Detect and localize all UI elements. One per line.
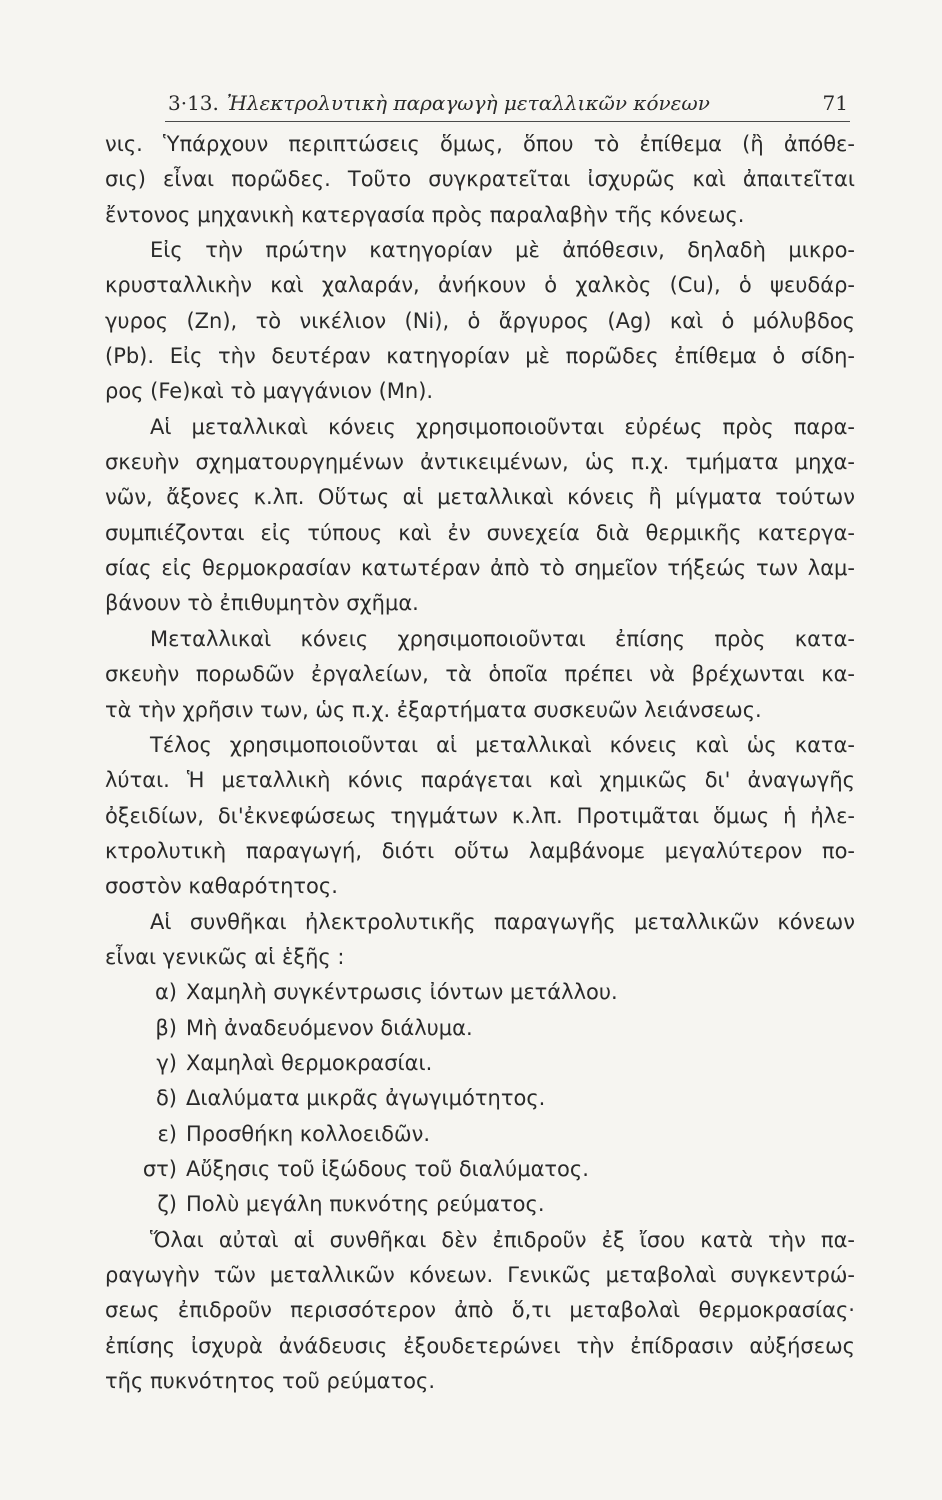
text-line: ὀξειδίων, δι'ἐκνεφώσεως τηγμάτων κ.λπ. Προτιμᾶται ὅμως ἡ ἠλε- bbox=[105, 803, 855, 828]
text-line: νῶν, ἄξονες κ.λπ. Οὕτως αἱ μεταλλικαὶ κόνεις ἢ μίγματα τούτων bbox=[105, 485, 855, 510]
paragraph bbox=[105, 410, 855, 622]
text-line: σεως ἐπιδροῦν περισσότερον ἀπὸ ὅ,τι μεταβολαὶ θερμοκρασίας· bbox=[105, 1298, 855, 1323]
text-line: Μεταλλικαὶ κόνεις χρησιμοποιοῦνται ἐπίσης πρὸς κατα- bbox=[150, 626, 855, 651]
list-item bbox=[105, 1046, 855, 1081]
text-line: Τέλος χρησιμοποιοῦνται αἱ μεταλλικαὶ κόνεις καὶ ὡς κατα- bbox=[150, 732, 855, 757]
list-item-label: στ) bbox=[142, 1156, 177, 1181]
text-line: τῆς πυκνότητος τοῦ ρεύματος. bbox=[105, 1369, 435, 1394]
list-item-text: Αὔξησις τοῦ ἰξώδους τοῦ διαλύματος. bbox=[186, 1156, 589, 1181]
text-line: τὰ τὴν χρῆσιν των, ὡς π.χ. ἐξαρτήματα συσκευῶν λειάνσεως. bbox=[105, 697, 762, 722]
text-line: σίας εἰς θερμοκρασίαν κατωτέραν ἀπὸ τὸ σημεῖον τήξεώς των λαμ- bbox=[105, 556, 855, 581]
list-item-text: Μὴ ἀναδευόμενον διάλυμα. bbox=[186, 1015, 473, 1040]
list-item-label: α) bbox=[154, 980, 177, 1005]
text-line: σκευὴν σχηματουργημένων ἀντικειμένων, ὡς π.χ. τμήματα μηχα- bbox=[105, 450, 855, 475]
list-item-text: Προσθήκη κολλοειδῶν. bbox=[186, 1121, 431, 1146]
text-line: κρυσταλλικὴν καὶ χαλαράν, ἀνήκουν ὁ χαλκὸς (Cu), ὁ ψευδάρ- bbox=[105, 273, 855, 298]
text-line: εἶναι γενικῶς αἱ ἑξῆς : bbox=[105, 944, 345, 969]
text-line: βάνουν τὸ ἐπιθυμητὸν σχῆμα. bbox=[105, 591, 419, 616]
list-item-text: Διαλύματα μικρᾶς ἀγωγιμότητος. bbox=[186, 1086, 546, 1111]
page-number: 71 bbox=[822, 91, 848, 115]
text-line: ἐπίσης ἰσχυρὰ ἀνάδευσις ἐξουδετερώνει τὴν ἐπίδρασιν αὐξήσεως bbox=[105, 1333, 855, 1358]
conditions-list bbox=[105, 975, 855, 1222]
paragraph bbox=[105, 905, 855, 976]
text-line: σκευὴν πορωδῶν ἐργαλείων, τὰ ὁποῖα πρέπει νὰ βρέχωνται κα- bbox=[105, 662, 855, 687]
list-item-label: β) bbox=[155, 1015, 177, 1040]
list-item-label: ζ) bbox=[157, 1192, 177, 1217]
paragraph bbox=[105, 728, 855, 905]
list-item bbox=[105, 1152, 855, 1187]
list-item-text: Χαμηλαὶ θερμοκρασίαι. bbox=[186, 1050, 433, 1075]
list-item bbox=[105, 1117, 855, 1152]
paragraph bbox=[105, 233, 855, 410]
text-line: σοστὸν καθαρότητος. bbox=[105, 874, 338, 899]
list-item bbox=[105, 1187, 855, 1222]
text-body bbox=[105, 127, 855, 1399]
list-item bbox=[105, 1081, 855, 1116]
list-item-text: Χαμηλὴ συγκέντρωσις ἰόντων μετάλλου. bbox=[186, 980, 618, 1005]
list-item-label: γ) bbox=[156, 1050, 177, 1075]
text-line: ἔντονος μηχανικὴ κατεργασία πρὸς παραλαβὴν τῆς κόνεως. bbox=[105, 202, 745, 227]
running-head-title: Ἠλεκτρολυτικὴ παραγωγὴ μεταλλικῶν κόνεων bbox=[226, 91, 710, 115]
list-item bbox=[105, 975, 855, 1010]
text-line: (Pb). Εἰς τὴν δευτέραν κατηγορίαν μὲ πορῶδες ἐπίθεμα ὁ σίδη- bbox=[105, 344, 855, 369]
running-head bbox=[168, 88, 850, 118]
section-number: 3·13. bbox=[168, 91, 219, 115]
text-line: Αἱ συνθῆκαι ἠλεκτρολυτικῆς παραγωγῆς μεταλλικῶν κόνεων bbox=[150, 909, 855, 934]
list-item bbox=[105, 1011, 855, 1046]
text-line: ρος (Fe)καὶ τὸ μαγγάνιον (Mn). bbox=[105, 379, 434, 404]
header-rule bbox=[165, 121, 850, 122]
text-line: Ὅλαι αὐταὶ αἱ συνθῆκαι δὲν ἐπιδροῦν ἐξ ἴσου κατὰ τὴν πα- bbox=[150, 1227, 855, 1252]
paragraph bbox=[105, 127, 855, 233]
text-line: νις. Ὑπάρχουν περιπτώσεις ὅμως, ὅπου τὸ ἐπίθεμα (ἢ ἀπόθε- bbox=[105, 132, 855, 156]
text-line: Αἱ μεταλλικαὶ κόνεις χρησιμοποιοῦνται εὐρέως πρὸς παρα- bbox=[150, 414, 855, 439]
list-item-label: ε) bbox=[157, 1121, 177, 1146]
text-line: γυρος (Zn), τὸ νικέλιον (Ni), ὁ ἄργυρος (Ag) καὶ ὁ μόλυβδος bbox=[105, 308, 855, 333]
list-item-text: Πολὺ μεγάλη πυκνότης ρεύματος. bbox=[186, 1192, 545, 1217]
text-line: Εἰς τὴν πρώτην κατηγορίαν μὲ ἀπόθεσιν, δηλαδὴ μικρο- bbox=[150, 238, 855, 263]
text-line: σις) εἶναι πορῶδες. Τοῦτο συγκρατεῖται ἰσχυρῶς καὶ ἀπαιτεῖται bbox=[105, 167, 855, 192]
text-line: ραγωγὴν τῶν μεταλλικῶν κόνεων. Γενικῶς μεταβολαὶ συγκεντρώ- bbox=[105, 1263, 855, 1287]
text-line: κτρολυτικὴ παραγωγή, διότι οὕτω λαμβάνομε μεγαλύτερον πο- bbox=[105, 838, 855, 863]
paragraph bbox=[105, 1223, 855, 1400]
paragraph bbox=[105, 622, 855, 728]
list-item-label: δ) bbox=[155, 1086, 177, 1111]
text-line: συμπιέζονται εἰς τύπους καὶ ἐν συνεχεία διὰ θερμικῆς κατεργα- bbox=[105, 520, 855, 545]
text-line: λύται. Ἡ μεταλλικὴ κόνις παράγεται καὶ χημικῶς δι' ἀναγωγῆς bbox=[105, 768, 855, 793]
